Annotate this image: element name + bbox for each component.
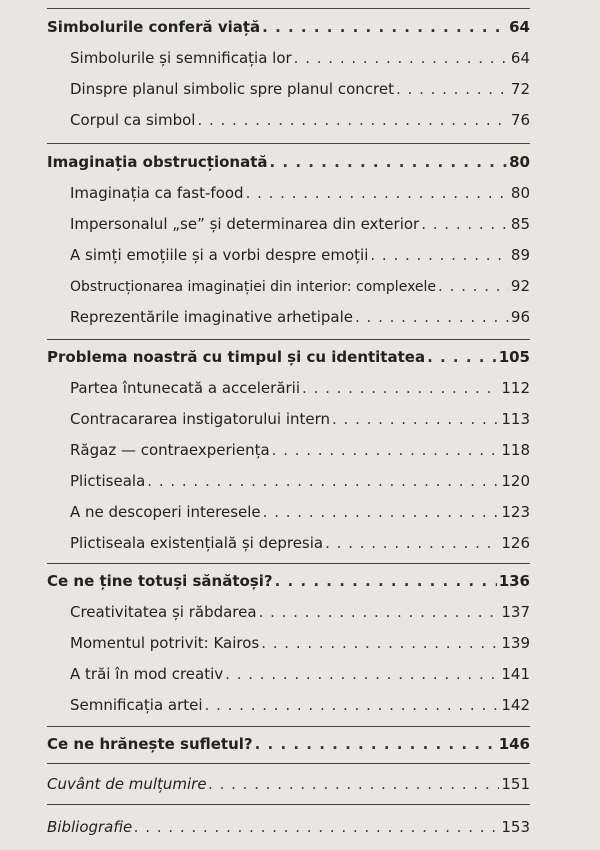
leader-dots	[255, 732, 497, 756]
leader-dots	[262, 15, 507, 39]
leader-dots	[205, 693, 500, 717]
toc-entry	[70, 531, 530, 555]
toc-entry-acknowledgements	[47, 772, 530, 796]
entry-title: Imaginația ca fast-food	[70, 184, 244, 202]
leader-dots	[302, 376, 499, 400]
page-number: 137	[501, 603, 530, 621]
leader-dots	[275, 569, 497, 593]
toc-entry	[70, 46, 530, 70]
toc-entry	[70, 108, 530, 132]
chapter-title: Imaginația obstrucționată	[47, 153, 268, 171]
page-number: 141	[501, 665, 530, 683]
toc-entry-bibliography	[47, 815, 530, 839]
leader-dots	[147, 469, 499, 493]
page-number: 136	[498, 572, 530, 590]
page-number: 153	[501, 818, 530, 836]
toc-chapter	[47, 345, 530, 369]
toc-chapter	[47, 569, 530, 593]
divider	[47, 143, 530, 144]
chapter-title: Ce ne ține totuși sănătoși?	[47, 572, 273, 590]
entry-title: Creativitatea și răbdarea	[70, 603, 257, 621]
leader-dots	[259, 600, 500, 624]
leader-dots	[261, 631, 499, 655]
leader-dots	[370, 243, 509, 267]
page-number: 85	[510, 215, 530, 233]
entry-title: Contracararea instigatorului intern	[70, 410, 331, 428]
leader-dots	[332, 407, 499, 431]
leader-dots	[246, 181, 509, 205]
page-number: 139	[501, 634, 530, 652]
leader-dots	[421, 212, 509, 236]
divider	[47, 726, 530, 727]
divider	[47, 339, 530, 340]
entry-title: Plictiseala existențială și depresia	[70, 534, 324, 552]
entry-title: Semnificația artei	[70, 696, 203, 714]
page-number: 96	[510, 308, 530, 326]
entry-title: Dinspre planul simbolic spre planul concret	[70, 80, 394, 98]
page-number: 118	[501, 441, 530, 459]
entry-title: Reprezentările imaginative arhetipale	[70, 308, 354, 326]
leader-dots	[209, 772, 500, 796]
leader-dots	[396, 77, 509, 101]
entry-title: A ne descoperi interesele	[70, 503, 261, 521]
divider	[47, 804, 530, 805]
entry-title: Obstrucționarea imaginației din interior: complexele	[70, 279, 437, 295]
toc-chapter	[47, 150, 530, 174]
toc-entry	[70, 631, 530, 655]
entry-title: A trăi în mod creativ	[70, 665, 224, 683]
toc-chapter	[47, 732, 530, 756]
leader-dots	[225, 662, 499, 686]
entry-title: Bibliografie	[47, 818, 133, 836]
page-number: 64	[509, 18, 530, 36]
toc-entry	[70, 500, 530, 524]
toc-entry	[70, 243, 530, 267]
toc-entry	[70, 77, 530, 101]
leader-dots	[197, 108, 508, 132]
entry-title: Cuvânt de mulțumire	[47, 775, 207, 793]
page-number: 105	[498, 348, 530, 366]
page-number: 80	[510, 184, 530, 202]
entry-title: Impersonalul „se” și determinarea din exterior	[70, 215, 420, 233]
divider	[47, 8, 530, 9]
entry-title: Plictiseala	[70, 472, 146, 490]
toc-entry	[70, 407, 530, 431]
page-number: 142	[501, 696, 530, 714]
leader-dots	[263, 500, 500, 524]
page-number: 151	[501, 775, 530, 793]
leader-dots	[438, 274, 509, 298]
page-number: 123	[501, 503, 530, 521]
page-number: 120	[501, 472, 530, 490]
leader-dots	[134, 815, 499, 839]
divider	[47, 763, 530, 764]
leader-dots	[427, 345, 497, 369]
chapter-title: Simbolurile conferă viață	[47, 18, 261, 36]
leader-dots	[325, 531, 499, 555]
toc-chapter	[47, 15, 530, 39]
toc-entry	[70, 212, 530, 236]
toc-entry	[70, 376, 530, 400]
page-number: 113	[501, 410, 530, 428]
leader-dots	[294, 46, 509, 70]
chapter-title: Ce ne hrănește sufletul?	[47, 735, 253, 753]
chapter-title: Problema noastră cu timpul și cu identitatea	[47, 348, 426, 366]
page-number: 92	[510, 277, 530, 295]
toc-entry	[70, 469, 530, 493]
page-number: 76	[510, 111, 530, 129]
toc-entry	[70, 662, 530, 686]
entry-title: Momentul potrivit: Kairos	[70, 634, 260, 652]
page-number: 126	[501, 534, 530, 552]
entry-title: A simți emoțiile și a vorbi despre emoții	[70, 246, 369, 264]
page-number: 64	[510, 49, 530, 67]
page-number: 80	[509, 153, 530, 171]
leader-dots	[355, 305, 509, 329]
divider	[47, 563, 530, 564]
entry-title: Partea întunecată a accelerării	[70, 379, 301, 397]
entry-title: Corpul ca simbol	[70, 111, 196, 129]
leader-dots	[270, 150, 508, 174]
toc-entry	[70, 181, 530, 205]
leader-dots	[272, 438, 500, 462]
page-number: 112	[501, 379, 530, 397]
entry-title: Răgaz — contraexperiența	[70, 441, 270, 459]
page-number: 72	[510, 80, 530, 98]
toc-entry	[70, 274, 530, 298]
toc-entry	[70, 600, 530, 624]
toc-entry	[70, 693, 530, 717]
toc-entry	[70, 438, 530, 462]
entry-title: Simbolurile și semnificația lor	[70, 49, 292, 67]
toc-entry	[70, 305, 530, 329]
page-number: 146	[498, 735, 530, 753]
page-number: 89	[510, 246, 530, 264]
